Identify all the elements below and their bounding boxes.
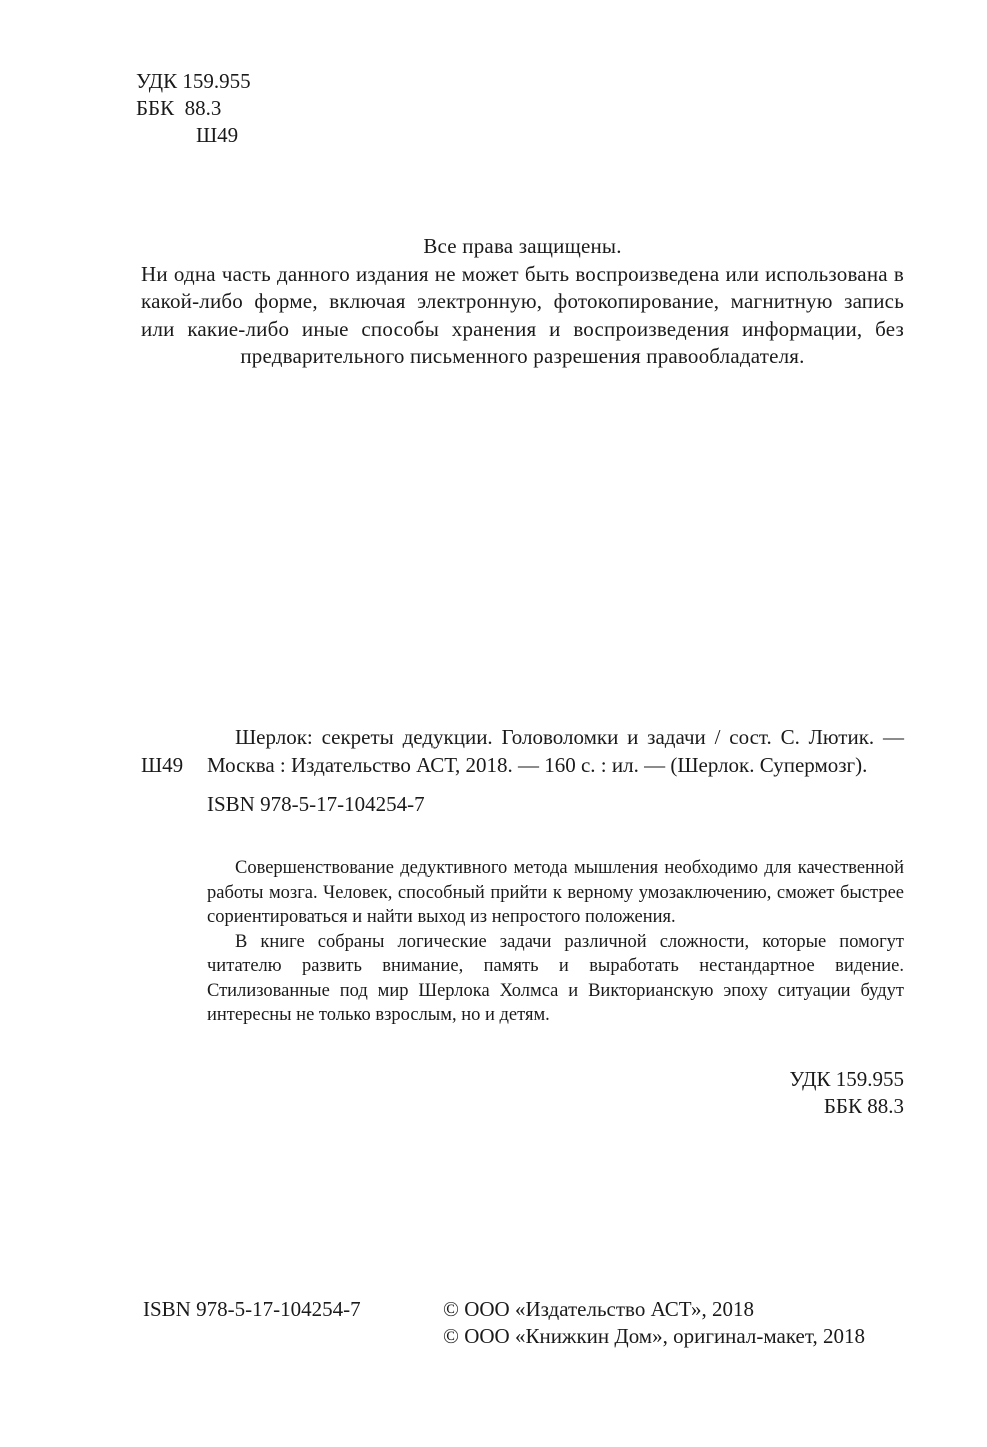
annotation-paragraph: Совершенствование дедуктивного метода мышления необходимо для качественной работы мозга. Человек, способный прийти к верному умозаключению, сможет быстрее сориентироваться и найти выход из непростого положения.: [207, 858, 904, 927]
copyright-line: © ООО «Книжкин Дом», оригинал-макет, 2018: [443, 1324, 865, 1348]
bibliographic-author-sign: Ш49: [141, 752, 184, 777]
bibliographic-isbn: ISBN 978-5-17-104254-7: [207, 792, 425, 816]
udk-code-bottom: УДК 159.955: [789, 1067, 904, 1091]
copyright-block: [443, 1296, 865, 1350]
udk-code: УДК 159.955: [136, 69, 251, 93]
rights-notice: [141, 233, 904, 371]
annotation-paragraph: В книге собраны логические задачи различной сложности, которые помогут читателю развить внимание, память и выработать нестандартное видение. Стилизованные под мир Шерлока Холмса и Викторианскую эпоху ситуации будут интересны не только взрослым, но и детям.: [207, 931, 904, 1025]
classification-block-top: [136, 68, 251, 149]
rights-title: Все права защищены.: [423, 234, 622, 258]
bbk-code-bottom: ББК 88.3: [823, 1094, 904, 1118]
bibliographic-record: [141, 724, 904, 819]
author-sign: Ш49: [196, 123, 239, 147]
annotation: [207, 856, 904, 1028]
classification-block-bottom: [789, 1066, 904, 1120]
rights-body: Ни одна часть данного издания не может быть воспроизведена или использована в какой-либо форме, включая электронную, фотокопирование, магнитную запись или какие-либо иные способы хранения и воспроизведения информации, без предварительного письменного разрешения правообладателя.: [141, 261, 904, 368]
copyright-line: © ООО «Издательство АСТ», 2018: [443, 1297, 754, 1321]
footer-isbn: ISBN 978-5-17-104254-7: [143, 1297, 361, 1321]
bibliographic-entry: Шерлок: секреты дедукции. Головоломки и задачи / сост. С. Лютик. — Москва : Издательство АСТ, 2018. — 160 с. : ил. — (Шерлок. Супермозг).: [207, 725, 904, 777]
bbk-code: ББК 88.3: [136, 96, 222, 120]
